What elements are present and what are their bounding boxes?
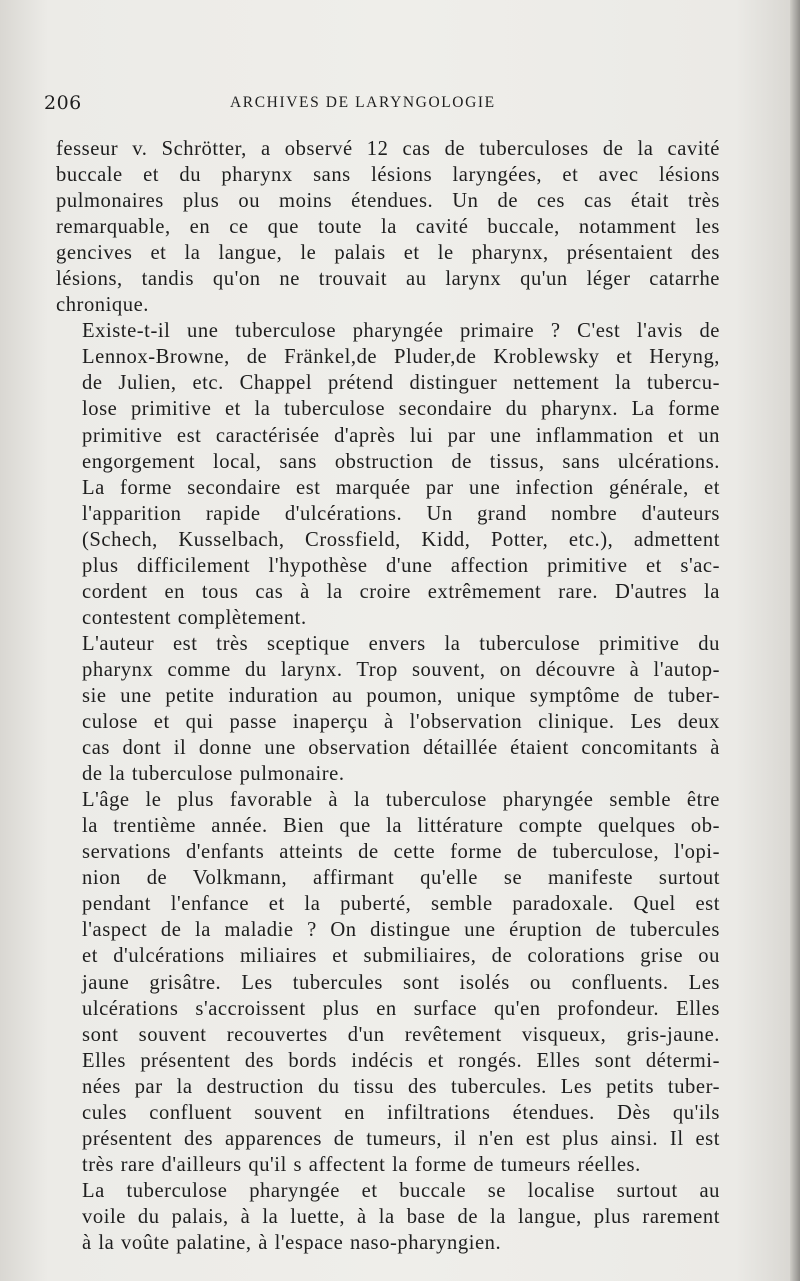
text-line: lésions, tandis qu'on ne trouvait au larynx qu'un léger catarrhe	[56, 268, 720, 291]
text-line: L'âge le plus favorable à la tuberculose pharyngée semble être	[82, 789, 720, 812]
text-line: chronique.	[56, 294, 149, 317]
text-line: de la tuberculose pulmonaire.	[82, 763, 345, 786]
text-line: gencives et la langue, le palais et le pharynx, présentaient des	[56, 242, 720, 265]
page-edge-shadow	[790, 0, 800, 1281]
text-line: nées par la destruction du tissu des tubercules. Les petits tuber-	[82, 1075, 720, 1098]
text-line: pharynx comme du larynx. Trop souvent, on découvre à l'autop-	[82, 658, 720, 681]
text-line: culose et qui passe inaperçu à l'observation clinique. Les deux	[82, 711, 720, 734]
text-line: contestent complètement.	[82, 606, 307, 629]
text-line: La forme secondaire est marquée par une infection générale, et	[82, 476, 720, 499]
text-line: nion de Volkmann, affirmant qu'elle se manifeste surtout	[82, 867, 720, 890]
text-line: (Schech, Kusselbach, Crossfield, Kidd, Potter, etc.), admettent	[82, 528, 720, 551]
text-line: cas dont il donne une observation détaillée étaient concomitants à	[82, 737, 720, 760]
text-line: plus difficilement l'hypothèse d'une affection primitive et s'ac-	[82, 554, 720, 577]
text-line: très rare d'ailleurs qu'il s affectent la forme de tumeurs réelles.	[82, 1153, 641, 1176]
text-line: cules confluent souvent en infiltrations étendues. Dès qu'ils	[82, 1101, 720, 1124]
text-line: Elles présentent des bords indécis et rongés. Elles sont détermi-	[82, 1049, 720, 1072]
text-line: ulcérations s'accroissent plus en surface qu'en profondeur. Elles	[82, 997, 720, 1020]
body-text	[56, 136, 720, 1256]
text-line: pendant l'enfance et la puberté, semble paradoxale. Quel est	[82, 893, 720, 916]
text-line: pulmonaires plus ou moins étendues. Un de ces cas était très	[56, 190, 720, 213]
text-line: présentent des apparences de tumeurs, il n'en est plus ainsi. Il est	[82, 1127, 720, 1150]
page-number: 206	[44, 92, 82, 114]
text-line: primitive est caractérisée d'après lui par une inflammation et un	[82, 424, 720, 447]
text-line: fesseur v. Schrötter, a observé 12 cas de tuberculoses de la cavité	[56, 138, 720, 160]
text-line: remarquable, en ce que toute la cavité buccale, notamment les	[56, 216, 720, 239]
text-line: à la voûte palatine, à l'espace naso-pharyngien.	[82, 1231, 502, 1254]
text-line: Existe-t-il une tuberculose pharyngée primaire ? C'est l'avis de	[82, 320, 720, 343]
text-line: de Julien, etc. Chappel prétend distinguer nettement la tubercu-	[82, 372, 720, 395]
text-line: servations d'enfants atteints de cette forme de tuberculose, l'opi-	[82, 841, 720, 864]
text-line: la trentième année. Bien que la littérature compte quelques ob-	[82, 815, 720, 838]
text-line: sont souvent recouvertes d'un revêtement visqueux, gris-jaune.	[82, 1023, 720, 1046]
text-line: buccale et du pharynx sans lésions laryngées, et avec lésions	[56, 164, 720, 187]
text-line: jaune grisâtre. Les tubercules sont isolés ou confluents. Les	[82, 971, 720, 994]
text-line: voile du palais, à la luette, à la base de la langue, plus rarement	[82, 1205, 720, 1228]
text-line: engorgement local, sans obstruction de tissus, sans ulcérations.	[82, 450, 720, 473]
paragraph	[56, 787, 720, 1178]
text-line: cordent en tous cas à la croire extrêmement rare. D'autres la	[82, 580, 720, 603]
text-line: lose primitive et la tuberculose secondaire du pharynx. La forme	[82, 398, 720, 421]
paragraph	[56, 631, 720, 787]
text-line: l'aspect de la maladie ? On distingue une éruption de tubercules	[82, 919, 720, 942]
text-line: Lennox-Browne, de Fränkel,de Pluder,de Kroblewsky et Heryng,	[82, 346, 720, 369]
running-title: ARCHIVES DE LARYNGOLOGIE	[230, 94, 496, 111]
paragraph	[56, 1178, 720, 1256]
text-line: et d'ulcérations miliaires et submiliaires, de colorations grise ou	[82, 945, 720, 968]
page-header	[44, 92, 744, 122]
text-line: sie une petite induration au poumon, unique symptôme de tuber-	[82, 684, 720, 707]
text-line: La tuberculose pharyngée et buccale se localise surtout au	[82, 1179, 720, 1202]
text-line: L'auteur est très sceptique envers la tuberculose primitive du	[82, 632, 720, 655]
paragraph	[56, 318, 720, 631]
paragraph	[56, 136, 720, 318]
text-line: l'apparition rapide d'ulcérations. Un grand nombre d'auteurs	[82, 502, 720, 525]
